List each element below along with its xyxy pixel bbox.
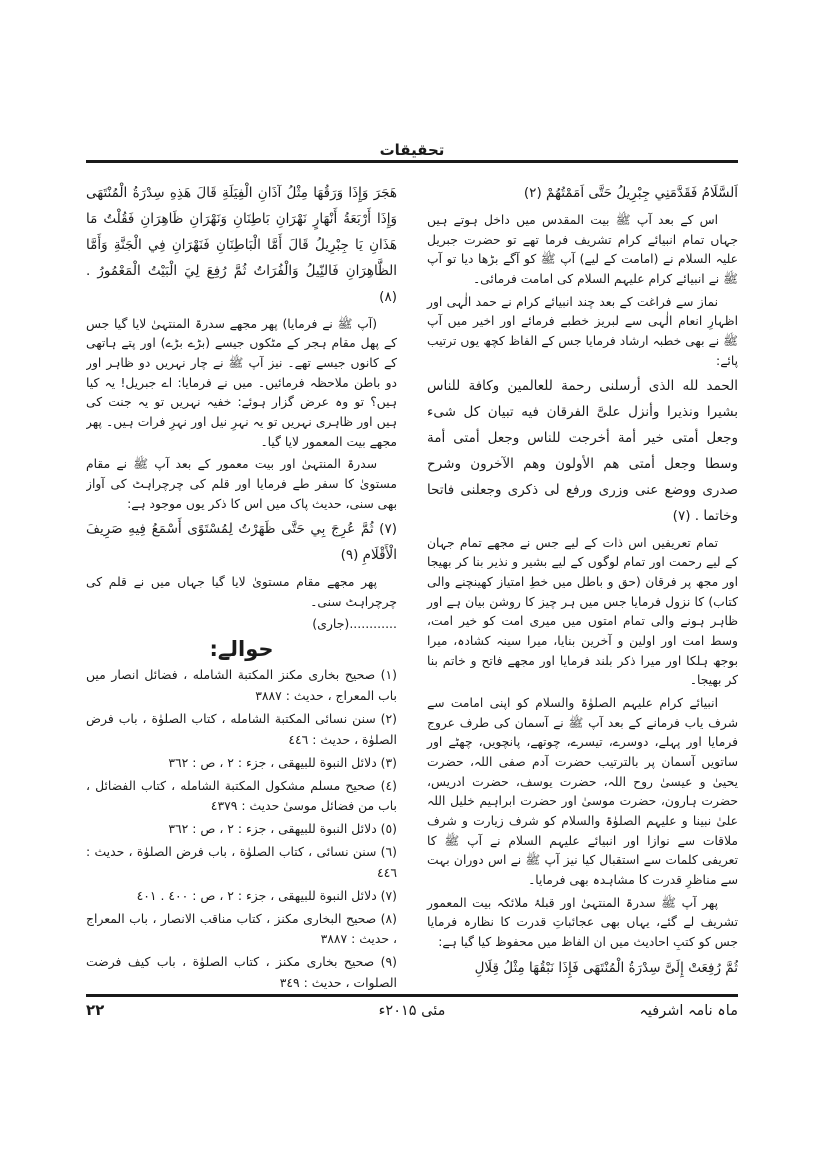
masthead [86, 140, 738, 163]
reference-item: (٧) دلائل النبوة للبيهقى ، جزء : ٢ ، ص : ٤٠٠ . ٤٠١ [136, 887, 397, 903]
right-column [427, 178, 738, 990]
reference-item: (٣) دلائل النبوة للبيهقى ، جزء : ٢ ، ص : ٣٦٢ [168, 754, 397, 770]
arabic-quote: الحمد لله الذى أرسلنى رحمة للعالمين وكافة للناس بشيرا ونذيرا وأنزل علىَّ الفرقان فيه تبيان كل شىء وجعل أمتى خير أمة أخرجت للناس وجعل أمتى أمة وسطا وجعل أمتى هم الأولون وهم الآخرون وشرح صدرى ووضع عنى وزرى ورفع لى ذكرى وجعلنى فاتحا وخاتما . (٧) [427, 378, 738, 524]
footer [86, 1001, 738, 1019]
arabic-quote: هَجَرَ وَإِذَا وَرَقُهَا مِثْلُ آذَانِ الْفِيَلَةِ قَالَ هَذِهِ سِدْرَةُ الْمُنْتَهَى وَإِذَا أَرْبَعَةُ أَنْهَارٍ نَهْرَانِ بَاطِنَانِ وَنَهْرَانِ ظَاهِرَانِ فَقُلْتُ مَا هَذَانِ يَا جِبْرِيلُ قَالَ أَمَّا الْبَاطِنَانِ فَنَهْرَانِ فِي الْجَنَّةِ وَأَمَّا الظَّاهِرَانِ فَالنِّيلُ وَالْفُرَاتُ ثُمَّ رُفِعَ لِيَ الْبَيْتُ الْمَعْمُورُ . (٨) [86, 185, 397, 305]
reference-item: (٦) سنن نسائى ، كتاب الصلوٰة ، باب فرض الصلوٰة ، حديث : ٤٤٦ [86, 844, 397, 880]
body-paragraph: سدرۃ المنتہیٰ اور بیت معمور کے بعد آپ ﷺ نے مقام مستویٰ کا سفر طے فرمایا اور قلم کی چرچراہٹ کی آواز بھی سنی، حدیث پاک میں اس کا ذکر یوں موجود ہے: [86, 457, 397, 511]
arabic-quote: ثُمَّ رُفِعَتْ إِلَىَّ سِدْرَةُ الْمُنْتَهَى فَإِذَا نَبْقُهَا مِثْلُ قِلَالِ [474, 959, 738, 976]
left-column [86, 178, 397, 990]
reference-item: (٩) صحيح بخارى مكنز ، كتاب الصلوٰة ، باب كيف فرضت الصلوات ، حديث : ٣٤٩ [86, 954, 397, 990]
page-number: ۲۲ [86, 1001, 105, 1019]
reference-item: (١) صحيح بخارى مكنز المكتبة الشامله ، فضائل انصار ميں باب المعراج ، حديث : ٣٨٨٧ [86, 667, 397, 704]
references-heading: حوالے: [209, 637, 274, 662]
section-title: تحقیقات [379, 141, 445, 159]
issue-date: مئی ۲۰۱۵ء [378, 1003, 446, 1019]
body-paragraph: (آپ ﷺ نے فرمایا) پھر مجھے سدرۃ المنتہیٰ لایا گیا جس کے پھل مقام ہجر کے مٹکوں جیسے (بڑے بڑے) اور پتے ہاتھی کے کانوں جیسے تھے۔ نیز آپ ﷺ نے چار نہریں دو ظاہر اور دو باطن ملاحظہ فرمائیں۔ میں نے فرمایا: اے جبریل! یہ کیا ہیں؟ تو وہ عرض گزار ہوئے: خفیہ نہریں تو یہ جنت کی ہیں اور ظاہری نہریں تو یہ نہرِ نیل اور نہرِ فرات ہیں۔ پھر مجھے بیت المعمور لایا گیا۔ [86, 316, 397, 449]
continuation-marker: ............(جاری) [312, 616, 397, 632]
page-content [86, 178, 738, 990]
body-paragraph: نماز سے فراغت کے بعد چند انبیائے کرام نے حمد الٰہی اور اظہارِ انعام الٰہی سے لبریز خطبے فرمائے اور اخیر میں آپ ﷺ نے بھی خطبہ ارشاد فرمایا جس کے الفاظ کچھ یوں ترتیب پائے: [427, 294, 738, 368]
reference-item: (٢) سنن نسائى المكتبة الشامله ، كتاب الصلوٰة ، باب فرض الصلوٰة ، حديث : ٤٤٦ [86, 711, 397, 747]
reference-item: (٥) دلائل النبوة للبيهقى ، جزء : ٢ ، ص : ٣٦٢ [168, 821, 397, 837]
magazine-name: ماہ نامہ اشرفیہ [639, 1003, 738, 1019]
reference-item: (٤) صحيح مسلم مشكول المكتبة الشامله ، كتاب الفضائل ، باب من فضائل موسىٰ حديث : ٤٣٧٩ [86, 777, 397, 814]
arabic-quote: اَلسَّلَامُ فَقَدَّمَنِي جِبْرِيلُ حَتَّى اَمَمْتُهُمْ (٢) [523, 185, 738, 201]
body-paragraph: پھر آپ ﷺ سدرۃ المنتہیٰ اور قبلۂ ملائکہ بیت المعمور تشریف لے گئے، یہاں بھی عجائباتِ قدرت کا نظارہ فرمایا جس کو کتبِ احادیث میں ان الفاظ میں محفوظ کیا گیا ہے: [427, 895, 738, 950]
footer-rule [86, 994, 738, 997]
body-paragraph: تمام تعریفیں اس ذات کے لیے جس نے مجھے تمام جہان کے لیے رحمت اور تمام لوگوں کے لیے بشیر و نذیر بنا کر بھیجا اور مجھ پر فرقان (حق و باطل میں خطِ امتیاز کھینچنے والی کتاب) کا نزول فرمایا جس میں ہر چیز کا روشن بیان ہے اور ظاہر ہونے والی تمام امتوں میں میری امت کو خیر امت، وسط امت اور اولین و آخرین بنایا، میرا سینہ کشادہ، میرا بوجھ ہلکا اور میرا ذکر بلند فرمایا اور مجھے فاتح و خاتم بنا کر بھیجا۔ [427, 535, 738, 688]
body-paragraph: انبیائے کرام علیہم الصلوٰۃ والسلام کو اپنی امامت سے شرف یاب فرمانے کے بعد آپ ﷺ نے آسمان کی طرف عروج فرمایا اور پہلے، دوسرے، تیسرے، چوتھے، پانچویں، چھٹے اور ساتویں آسمان پر بالترتیب حضرت آدم صفی اللہ، حضرت یحییٰ و عیسیٰ روح اللہ، حضرت یوسف، حضرت ادریس، حضرت ہارون، حضرت موسیٰ اور حضرت ابراہیم خلیل اللہ علیٰ نبینا و علیہم الصلوٰۃ والسلام کو شرف زیارت و شرف ملاقات سے نوازا اور انبیائے علیہم السلام نے آپ ﷺ کا تعریفی کلمات سے استقبال کیا نیز آپ ﷺ نے اس دوران بہت سے مناظرِ قدرت کا مشاہدہ بھی فرمایا۔ [427, 696, 738, 888]
body-paragraph: پھر مجھے مقام مستویٰ لایا گیا جہاں میں نے قلم کی چرچراہٹ سنی۔ [86, 575, 397, 609]
reference-item: (٨) صحيح البخارى مكنز ، كتاب مناقب الانصار ، باب المعراج ، حديث : ٣٨٨٧ [86, 910, 397, 947]
arabic-quote: (٧) ثُمَّ عُرِجَ بِي حَتَّى ظَهَرْتُ لِمُسْتَوًى أَسْمَعُ فِيهِ صَرِيفَ الْأَقْلَامِ (٩) [86, 521, 397, 564]
body-paragraph: اس کے بعد آپ ﷺ بیت المقدس میں داخل ہوتے ہیں جہاں تمام انبیائے کرام تشریف فرما تھے تو حضرت جبریل علیہ السلام نے (امامت کے لیے) آپ ﷺ کو آگے بڑھا دیا تو آپ ﷺ نے انبیائے کرام علیہم السلام کی امامت فرمائی۔ [427, 212, 738, 286]
